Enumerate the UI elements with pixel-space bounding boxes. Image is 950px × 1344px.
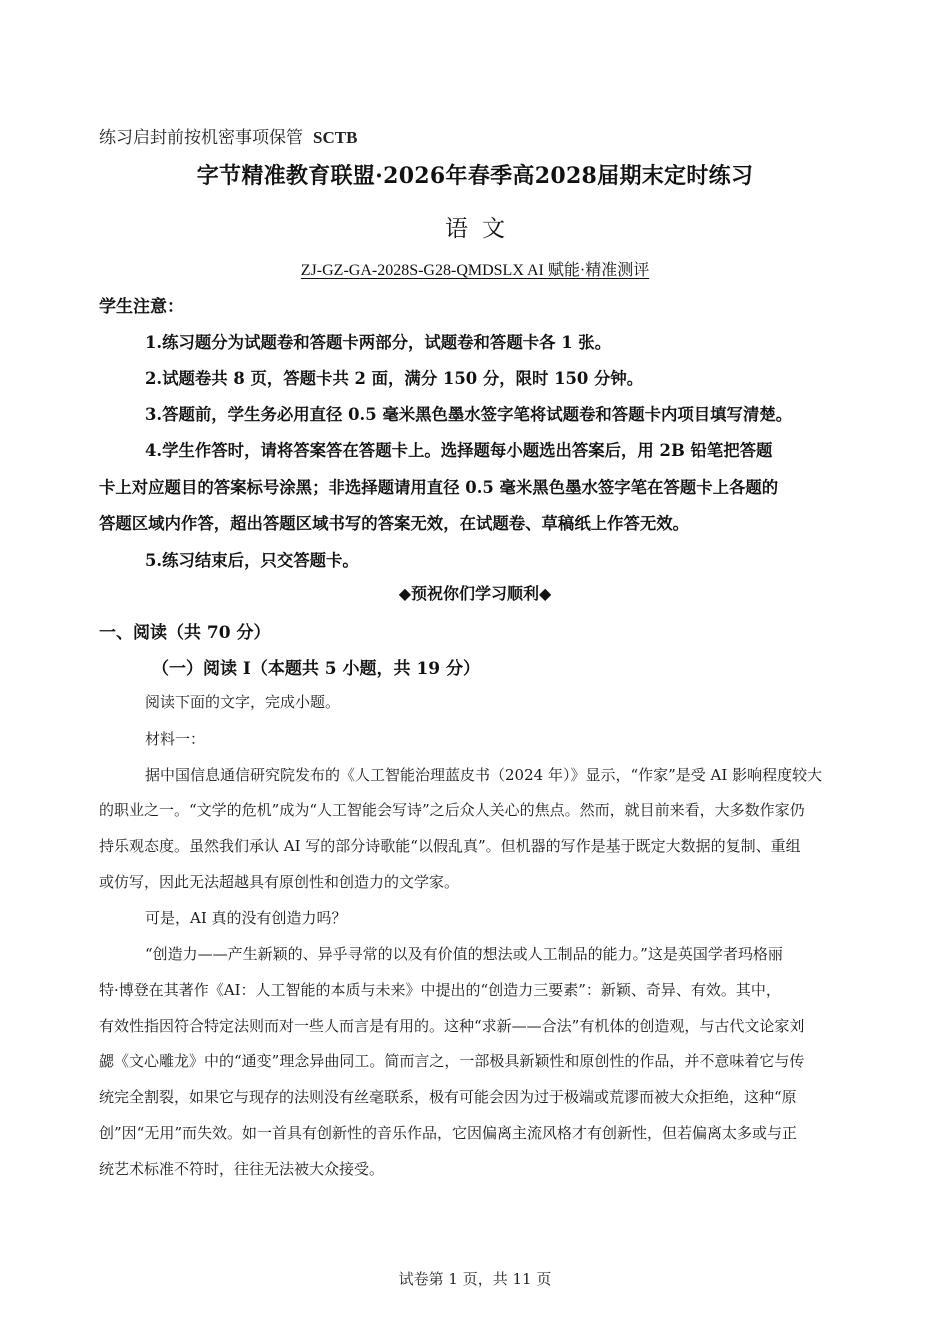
notice-title: 学生注意：	[99, 297, 184, 317]
passage-line: 据中国信息通信研究院发布的《人工智能治理蓝皮书（2024 年）》显示，“作家”是受 AI 影响程度较大	[145, 766, 823, 784]
passage-line: 可是，AI 真的没有创造力吗？	[145, 909, 347, 927]
notice-item: 5.练习结束后，只交答题卡。	[145, 551, 359, 570]
exam-title: 字节精准教育联盟·2026年春季高2028届期末定时练习	[196, 163, 754, 189]
wish-banner: ◆预祝你们学习顺利◆	[398, 584, 552, 603]
passage-line: 有效性指因符合特定法则而对一些人而言是有用的。这种“求新——合法”有机体的创造观，与古代文论家刘	[99, 1017, 805, 1035]
section-title: 一、阅读（共 70 分）	[99, 623, 271, 643]
passage-line: 统完全割裂，如果它与现存的法则没有丝毫联系，极有可能会因为过于极端或荒谬而被大众拒绝，这种“原	[99, 1088, 797, 1106]
passage-line: 的职业之一。“文学的危机”成为“人工智能会写诗”之后众人关心的焦点。然而，就目前来看，大多数作家仍	[99, 801, 805, 819]
material-label: 材料一：	[145, 730, 206, 748]
passage-line: “创造力——产生新颖的、异乎寻常的以及有价值的想法或人工制品的能力。”这是英国学者玛格丽	[145, 945, 783, 963]
passage-line: 或仿写，因此无法超越具有原创性和创造力的文学家。	[99, 873, 460, 891]
passage-line: 统艺术标准不符时，往往无法被大众接受。	[99, 1160, 385, 1178]
notice-item: 4.学生作答时，请将答案答在答题卡上。选择题每小题选出答案后，用 2B 铅笔把答题	[145, 441, 773, 460]
reading-instruction: 阅读下面的文字，完成小题。	[145, 693, 341, 711]
confidential-notice	[99, 123, 357, 148]
subsection-title: （一）阅读 I（本题共 5 小题，共 19 分）	[152, 659, 481, 679]
passage-line: 创”因“无用”而失效。如一首具有创新性的音乐作品，它因偏离主流风格才有创新性，但若偏离太多或与正	[99, 1124, 798, 1142]
notice-item: 1.练习题分为试题卷和答题卡两部分，试题卷和答题卡各 1 张。	[145, 333, 612, 352]
confidential-text: 练习启封前按机密事项保管	[99, 128, 303, 148]
notice-item: 2.试题卷共 8 页，答题卡共 2 面，满分 150 分，限时 150 分钟。	[145, 369, 644, 388]
page-footer: 试卷第 1 页，共 11 页	[398, 1270, 552, 1288]
passage-line: 勰《文心雕龙》中的“通变”理念异曲同工。简而言之，一部极具新颖性和原创性的作品，并不意味着它与传	[99, 1052, 805, 1070]
notice-item: 3.答题前，学生务必用直径 0.5 毫米黑色墨水签字笔将试题卷和答题卡内项目填写清楚。	[145, 405, 793, 424]
notice-item: 答题区域内作答，超出答题区域书写的答案无效，在试题卷、草稿纸上作答无效。	[99, 514, 690, 533]
exam-code	[0, 257, 950, 280]
exam-code-text: ZJ-GZ-GA-2028S-G28-QMDSLX AI 赋能·精准测评	[300, 262, 650, 279]
subject-title: 语文	[445, 216, 519, 242]
paper-code: SCTB	[313, 128, 358, 147]
passage-line: 特·博登在其著作《AI：人工智能的本质与未来》中提出的“创造力三要素”：新颖、奇异、有效。其中，	[99, 981, 781, 999]
passage-line: 持乐观态度。虽然我们承认 AI 写的部分诗歌能“以假乱真”。但机器的写作是基于既定大数据的复制、重组	[99, 837, 801, 855]
notice-item: 卡上对应题目的答案标号涂黑；非选择题请用直径 0.5 毫米黑色墨水签字笔在答题卡上各题的	[99, 478, 779, 497]
